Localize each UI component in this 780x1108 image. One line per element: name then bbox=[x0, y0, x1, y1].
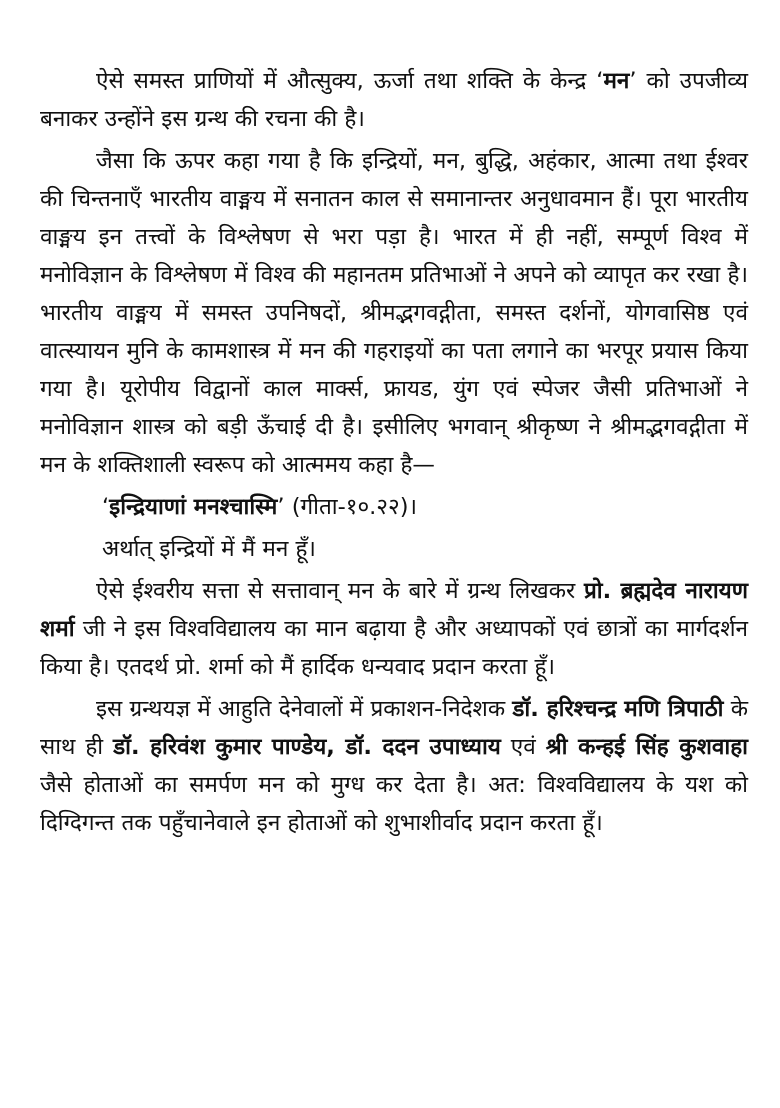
bold-quote: इन्द्रियाणां मनश्चास्मि bbox=[109, 494, 278, 520]
text-segment: ‘ bbox=[102, 494, 110, 520]
text-segment: अर्थात् इन्द्रियों में मैं मन हूँ। bbox=[102, 536, 316, 562]
text-segment: ऐसे समस्त प्राणियों में औत्सुक्य, ऊर्जा तथा शक्ति के केन्द्र ‘ bbox=[96, 68, 604, 94]
text-segment: एवं bbox=[500, 734, 546, 760]
text-segment: जी ने इस विश्वविद्यालय का मान बढ़ाया है और अध्यापकों एवं छात्रों का मार्गदर्शन किया है। एतदर्थ प्रो. शर्मा को मैं हार्दिक धन्यवाद प्रदान करता हूँ। bbox=[40, 616, 748, 680]
paragraph-gita-quote bbox=[40, 488, 748, 526]
text-segment: ’ को उपजीव्य बनाकर उन्होंने इस ग्रन्थ की रचना की है। bbox=[40, 68, 748, 132]
text-segment: जैसे होताओं का समर्पण मन को मुग्ध कर देता है। अत: विश्वविद्यालय के यश को दिग्दिगन्त तक पहुँचानेवाले इन होताओं को शुभाशीर्वाद प्रदान करता हूँ। bbox=[40, 772, 748, 836]
text-segment: इस ग्रन्थयज्ञ में आहुति देनेवालों में प्रकाशन-निदेशक bbox=[96, 696, 513, 722]
text-segment: जैसा कि ऊपर कहा गया है कि इन्द्रियों, मन, बुद्धि, अहंकार, आत्मा तथा ईश्वर की चिन्तनाएँ भारतीय वाङ्मय में सनातन काल से समानान्तर अनुधावमान हैं। पूरा भारतीय वाङ्मय इन तत्त्वों के विश्लेषण से भरा पड़ा है। भारत में ही नहीं, सम्पूर्ण विश्व में मनोविज्ञान के विश्लेषण में विश्व की महानतम प्रतिभाओं ने अपने को व्यापृत कर रखा है। भारतीय वाङ्मय में समस्त उपनिषदों, श्रीमद्भगवद्गीता, समस्त दर्शनों, योगवासिष्ठ एवं वात्स्यायन मुनि के कामशास्त्र में मन की गहराइयों का पता लगाने का भरपूर प्रयास किया गया है। यूरोपीय विद्वानों काल मार्क्स, फ्रायड, युंग एवं स्पेजर जैसी प्रतिभाओं ने मनोविज्ञान शास्त्र को बड़ी ऊँचाई दी है। इसीलिए भगवान् श्रीकृष्ण ने श्रीमद्भगवद्गीता में मन के शक्तिशाली स्वरूप को आत्ममय कहा है— bbox=[40, 148, 748, 478]
bold-term-man: मन bbox=[603, 68, 630, 94]
paragraph-author-thanks bbox=[40, 572, 748, 686]
text-segment: ’ (गीता-१०.२२)। bbox=[277, 494, 418, 520]
document-page bbox=[40, 62, 748, 846]
paragraph-intro bbox=[40, 62, 748, 138]
paragraph-meaning bbox=[40, 530, 748, 568]
text-segment: के साथ ही bbox=[40, 696, 749, 760]
paragraph-contributors bbox=[40, 690, 748, 842]
bold-author-name: प्रो. ब्रह्मदेव नारायण शर्मा bbox=[40, 578, 748, 642]
bold-contributor-name: डॉ. हरिवंश कुमार पाण्डेय, डॉ. ददन उपाध्याय bbox=[113, 734, 501, 760]
paragraph-main bbox=[40, 142, 748, 484]
bold-contributor-name: डॉ. हरिश्चन्द्र मणि त्रिपाठी bbox=[512, 696, 724, 722]
text-segment: ऐसे ईश्वरीय सत्ता से सत्तावान् मन के बारे में ग्रन्थ लिखकर bbox=[96, 578, 584, 604]
bold-contributor-name: श्री कन्हई सिंह कुशवाहा bbox=[545, 734, 748, 760]
